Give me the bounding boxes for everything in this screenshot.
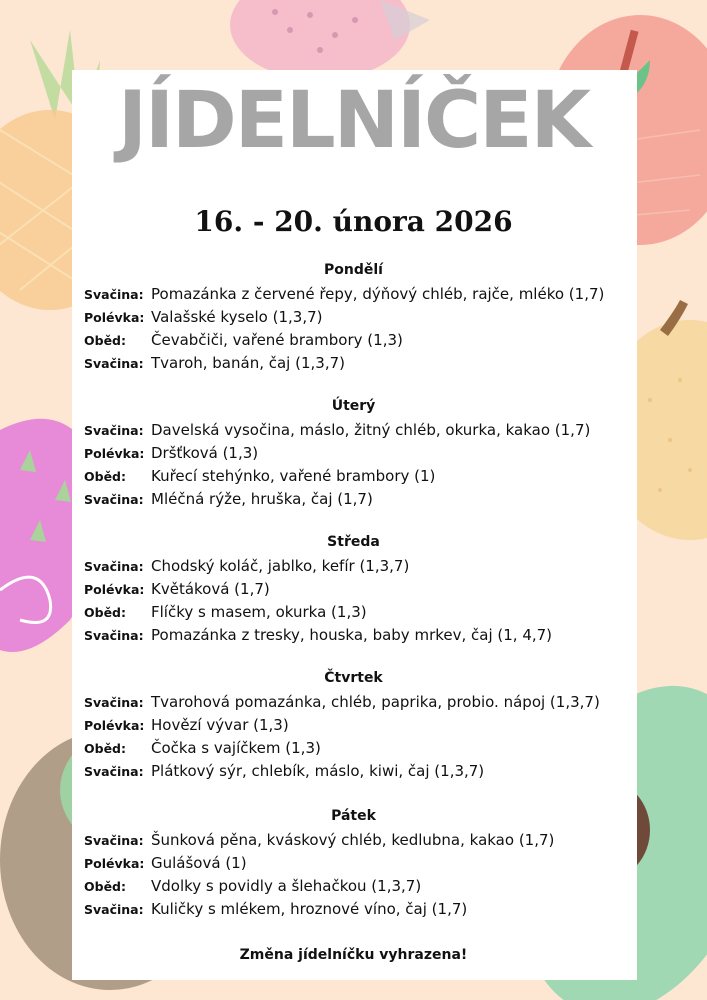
meal-row: [84, 854, 247, 872]
meal-label: Polévka:: [84, 582, 145, 597]
meal-label: Svačina:: [84, 902, 144, 917]
meal-row: [84, 421, 590, 439]
meal-text: Čočka s vajíčkem (1,3): [151, 739, 321, 757]
meal-label: Oběd:: [84, 333, 126, 348]
day-heading: Čtvrtek: [324, 670, 383, 686]
meal-text: Vdolky s povidly a šlehačkou (1,3,7): [151, 877, 422, 895]
meal-label: Svačina:: [84, 833, 144, 848]
meal-text: Kuřecí stehýnko, vařené brambory (1): [151, 467, 436, 485]
meal-label: Svačina:: [84, 695, 144, 710]
meal-label: Svačina:: [84, 356, 144, 371]
meal-text: Mléčná rýže, hruška, čaj (1,7): [151, 490, 373, 508]
meal-label: Svačina:: [84, 287, 144, 302]
meal-text: Gulášová (1): [151, 854, 247, 872]
meal-text: Dršťková (1,3): [151, 444, 259, 462]
meal-row: [84, 354, 345, 372]
meal-row: [84, 877, 421, 895]
meal-text: Plátkový sýr, chlebík, máslo, kiwi, čaj (1,3,7): [151, 762, 485, 780]
meal-row: [84, 716, 289, 734]
meal-row: [84, 831, 554, 849]
meal-row: [84, 557, 409, 575]
meal-row: [84, 444, 258, 462]
meal-text: Kuličky s mlékem, hroznové víno, čaj (1,7): [151, 900, 468, 918]
meal-row: [84, 626, 552, 644]
page-title: JÍDELNÍČEK: [117, 76, 590, 166]
day-heading: Středa: [327, 534, 380, 550]
meal-row: [84, 308, 322, 326]
meal-label: Svačina:: [84, 423, 144, 438]
day-heading: Pátek: [331, 808, 376, 824]
meal-text: Tvaroh, banán, čaj (1,3,7): [151, 354, 345, 372]
meal-text: Hovězí vývar (1,3): [151, 716, 289, 734]
meal-label: Oběd:: [84, 605, 126, 620]
meal-label: Svačina:: [84, 559, 144, 574]
meal-label: Oběd:: [84, 879, 126, 894]
meal-label: Oběd:: [84, 469, 126, 484]
meal-row: [84, 603, 367, 621]
meal-row: [84, 739, 321, 757]
day-heading: Úterý: [331, 398, 376, 414]
meal-row: [84, 331, 403, 349]
meal-row: [84, 467, 435, 485]
meal-row: [84, 580, 270, 598]
meal-text: Čevabčiči, vařené brambory (1,3): [151, 331, 403, 349]
footer-note: Změna jídelníčku vyhrazena!: [239, 947, 468, 963]
meal-text: Pomazánka z červené řepy, dýňový chléb, rajče, mléko (1,7): [151, 285, 605, 303]
meal-row: [84, 762, 484, 780]
date-range: 16. - 20. února 2026: [194, 205, 513, 238]
meal-label: Polévka:: [84, 718, 145, 733]
meal-text: Tvarohová pomazánka, chléb, paprika, probio. nápoj (1,3,7): [151, 693, 600, 711]
meal-label: Oběd:: [84, 741, 126, 756]
meal-label: Polévka:: [84, 856, 145, 871]
meal-row: [84, 285, 604, 303]
meal-label: Svačina:: [84, 764, 144, 779]
meal-row: [84, 490, 373, 508]
meal-label: Polévka:: [84, 310, 145, 325]
meal-text: Davelská vysočina, máslo, žitný chléb, okurka, kakao (1,7): [151, 421, 591, 439]
meal-label: Polévka:: [84, 446, 145, 461]
meal-text: Chodský koláč, jablko, kefír (1,3,7): [151, 557, 410, 575]
meal-text: Pomazánka z tresky, houska, baby mrkev, čaj (1, 4,7): [151, 626, 553, 644]
meal-label: Svačina:: [84, 492, 144, 507]
meal-text: Květáková (1,7): [151, 580, 270, 598]
meal-row: [84, 693, 600, 711]
meal-text: Valašské kyselo (1,3,7): [151, 308, 323, 326]
meal-text: Flíčky s masem, okurka (1,3): [151, 603, 367, 621]
meal-label: Svačina:: [84, 628, 144, 643]
day-heading: Pondělí: [324, 262, 383, 278]
meal-text: Šunková pěna, kváskový chléb, kedlubna, kakao (1,7): [151, 831, 555, 849]
meal-row: [84, 900, 467, 918]
